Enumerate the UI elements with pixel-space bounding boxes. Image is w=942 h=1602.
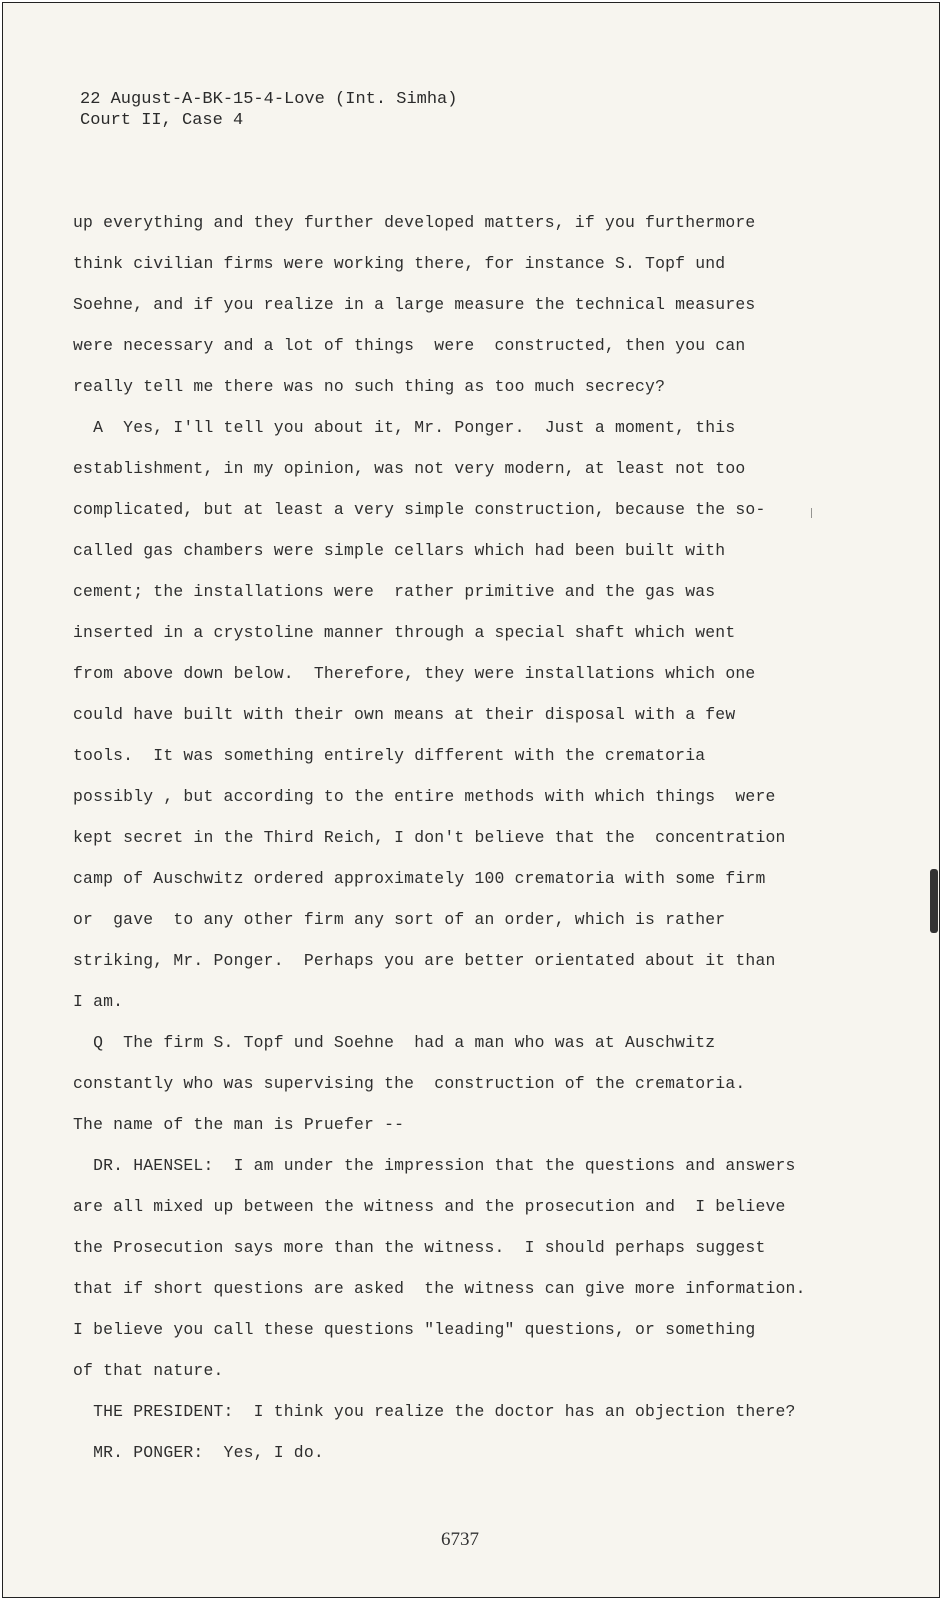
transcript-line: Q The firm S. Topf und Soehne had a man who was at Auschwitz bbox=[73, 1033, 716, 1052]
transcript-line: I am. bbox=[73, 992, 124, 1011]
transcript-line: think civilian firms were working there, for instance S. Topf und bbox=[73, 254, 726, 273]
transcript-line: that if short questions are asked the witness can give more information. bbox=[73, 1279, 806, 1298]
transcript-line: A Yes, I'll tell you about it, Mr. Ponger. Just a moment, this bbox=[73, 418, 736, 437]
transcript-line: The name of the man is Pruefer -- bbox=[73, 1115, 405, 1134]
transcript-line: striking, Mr. Ponger. Perhaps you are better orientated about it than bbox=[73, 951, 776, 970]
transcript-line: DR. HAENSEL: I am under the impression that the questions and answers bbox=[73, 1156, 796, 1175]
transcript-line: cement; the installations were rather primitive and the gas was bbox=[73, 582, 716, 601]
transcript-line: MR. PONGER: Yes, I do. bbox=[73, 1443, 324, 1462]
document-page bbox=[2, 2, 940, 1598]
transcript-line: establishment, in my opinion, was not very modern, at least not too bbox=[73, 459, 746, 478]
transcript-line: were necessary and a lot of things were constructed, then you can bbox=[73, 336, 746, 355]
transcript-line: inserted in a crystoline manner through a special shaft which went bbox=[73, 623, 736, 642]
transcript-line: from above down below. Therefore, they were installations which one bbox=[73, 664, 756, 683]
transcript-line: of that nature. bbox=[73, 1361, 224, 1380]
header-court-line: Court II, Case 4 bbox=[80, 111, 244, 130]
header-session-line: 22 August-A-BK-15-4-Love (Int. Simha) bbox=[80, 90, 458, 109]
transcript-line: really tell me there was no such thing as too much secrecy? bbox=[73, 377, 666, 396]
transcript-line: I believe you call these questions "leading" questions, or something bbox=[73, 1320, 756, 1339]
transcript-line: or gave to any other firm any sort of an order, which is rather bbox=[73, 910, 726, 929]
transcript-line: THE PRESIDENT: I think you realize the doctor has an objection there? bbox=[73, 1402, 796, 1421]
transcript-line: called gas chambers were simple cellars which had been built with bbox=[73, 541, 726, 560]
scan-edge-mark bbox=[930, 869, 938, 933]
transcript-line: camp of Auschwitz ordered approximately 100 crematoria with some firm bbox=[73, 869, 766, 888]
document-header bbox=[80, 89, 457, 131]
scan-speck bbox=[811, 508, 812, 518]
transcript-line: possibly , but according to the entire methods with which things were bbox=[73, 787, 776, 806]
transcript-line: could have built with their own means at their disposal with a few bbox=[73, 705, 736, 724]
transcript-line: kept secret in the Third Reich, I don't believe that the concentration bbox=[73, 828, 786, 847]
transcript-line: the Prosecution says more than the witness. I should perhaps suggest bbox=[73, 1238, 766, 1257]
transcript-line: are all mixed up between the witness and the prosecution and I believe bbox=[73, 1197, 786, 1216]
transcript-line: Soehne, and if you realize in a large measure the technical measures bbox=[73, 295, 756, 314]
transcript-line: tools. It was something entirely different with the crematoria bbox=[73, 746, 706, 765]
transcript-line: up everything and they further developed matters, if you furthermore bbox=[73, 213, 756, 232]
transcript-line: complicated, but at least a very simple construction, because the so- bbox=[73, 500, 766, 519]
transcript-line: constantly who was supervising the construction of the crematoria. bbox=[73, 1074, 746, 1093]
page-number: 6737 bbox=[441, 1529, 479, 1550]
